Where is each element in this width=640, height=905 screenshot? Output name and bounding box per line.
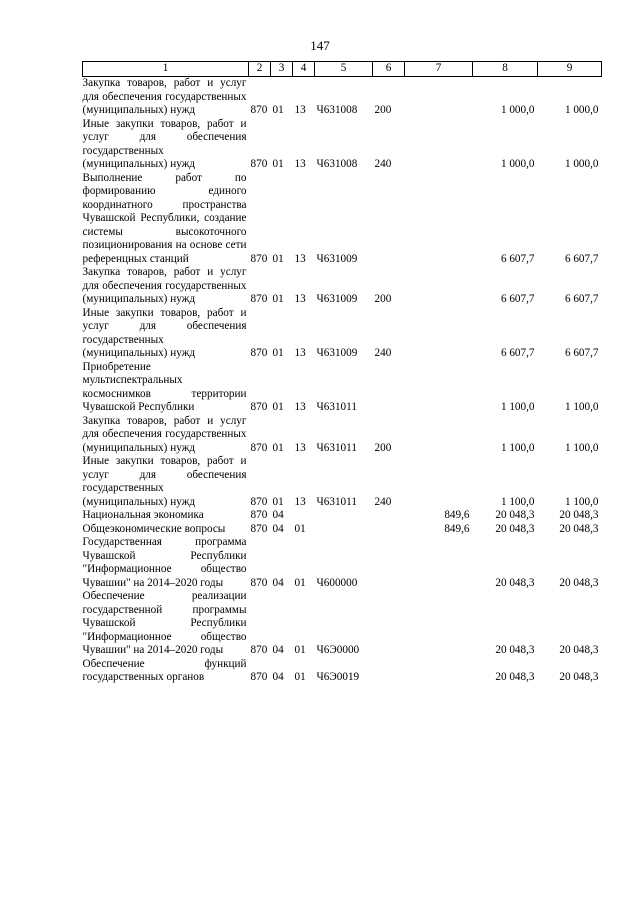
- row-amount-col7: [405, 118, 473, 172]
- table-row: [83, 658, 602, 685]
- row-amount-col9: 20 048,3: [559, 644, 599, 656]
- row-amount-col9: 1 100,0: [564, 401, 599, 413]
- row-ministry-code: 870: [250, 495, 268, 508]
- row-amount-col9: 20 048,3: [559, 522, 599, 535]
- row-target-article: Ч631008: [316, 104, 358, 116]
- row-target-article: Ч6Э0019: [316, 671, 360, 683]
- row-subsection-code: 01: [294, 644, 306, 656]
- row-ministry-code: 870: [250, 522, 268, 535]
- column-number-9: 9: [538, 62, 602, 77]
- row-subsection-code: 13: [294, 158, 306, 170]
- row-amount-col9: 1 000,0: [564, 158, 599, 170]
- table-row: [83, 415, 602, 456]
- row-amount-col7: [405, 455, 473, 509]
- row-amount-col9: 1 000,0: [564, 104, 599, 116]
- table-row: [83, 361, 602, 415]
- row-subsection-code: 13: [294, 495, 306, 508]
- column-number-row: [83, 62, 602, 77]
- row-amount-col9: 6 607,7: [564, 293, 599, 305]
- row-expense-type: 240: [374, 495, 392, 508]
- row-ministry-code: 870: [250, 252, 268, 265]
- row-amount-col8: 6 607,7: [500, 293, 535, 305]
- row-amount-col7: 849,6: [444, 522, 470, 535]
- row-expense-type: 200: [374, 441, 392, 454]
- table-body: [83, 77, 602, 685]
- column-number-8: 8: [473, 62, 538, 77]
- row-amount-col8: 6 607,7: [500, 347, 535, 359]
- row-amount-col7: [405, 415, 473, 456]
- row-amount-col8: 20 048,3: [495, 576, 535, 589]
- row-amount-col8: 20 048,3: [495, 644, 535, 656]
- table-row: [83, 536, 602, 590]
- row-ministry-code: 870: [250, 644, 268, 656]
- row-target-article: Ч600000: [316, 576, 358, 589]
- row-subsection-code: [293, 509, 315, 523]
- row-amount-col9: 20 048,3: [559, 671, 599, 683]
- table-row: [83, 509, 602, 523]
- row-name: Выполнение работ по формированию единого координатного пространства Чувашской Республики, создание системы высокоточного позиционирования на основе сети референцных станций: [82, 171, 247, 265]
- row-ministry-code: 870: [250, 441, 268, 454]
- row-subsection-code: 01: [294, 522, 306, 535]
- row-amount-col7: [405, 361, 473, 415]
- row-name: Иные закупки товаров, работ и услуг для обеспечения государственных (муниципальных) нужд: [82, 117, 247, 170]
- row-target-article: Ч631008: [316, 158, 358, 170]
- row-expense-type: [373, 590, 405, 658]
- row-amount-col9: 1 100,0: [564, 495, 599, 508]
- row-section-code: 01: [272, 104, 284, 116]
- row-expense-type: [373, 658, 405, 685]
- row-amount-col7: [405, 77, 473, 118]
- row-expense-type: [373, 523, 405, 537]
- row-section-code: 01: [272, 401, 284, 413]
- table-row: [83, 266, 602, 307]
- row-amount-col8: 6 607,7: [500, 252, 535, 265]
- row-amount-col7: [405, 307, 473, 361]
- row-section-code: 01: [272, 252, 284, 265]
- table-row: [83, 172, 602, 267]
- budget-table: [82, 61, 602, 685]
- row-target-article: Ч631011: [316, 401, 357, 413]
- row-expense-type: [373, 361, 405, 415]
- row-subsection-code: 13: [294, 104, 306, 116]
- row-target-article: Ч631011: [316, 441, 357, 454]
- table-row: [83, 590, 602, 658]
- row-amount-col8: 20 048,3: [495, 522, 535, 535]
- column-number-6: 6: [373, 62, 405, 77]
- row-section-code: 01: [272, 347, 284, 359]
- row-name: Обеспечение реализации государственной программы Чувашской Республики "Информационное общество Чувашии" на 2014–2020 годы: [82, 590, 247, 656]
- row-ministry-code: 870: [250, 158, 268, 170]
- row-amount-col8: 1 000,0: [500, 158, 535, 170]
- row-subsection-code: 13: [294, 252, 306, 265]
- row-name: Закупка товаров, работ и услуг для обеспечения государственных (муниципальных) нужд: [82, 414, 247, 454]
- row-section-code: 04: [272, 522, 284, 535]
- column-number-7: 7: [405, 62, 473, 77]
- row-ministry-code: 870: [250, 293, 268, 305]
- column-number-4: 4: [293, 62, 315, 77]
- row-amount-col9: 20 048,3: [559, 576, 599, 589]
- row-ministry-code: 870: [250, 347, 268, 359]
- row-target-article: [315, 523, 373, 537]
- row-name: Национальная экономика: [82, 509, 204, 521]
- row-amount-col9: 20 048,3: [559, 509, 599, 521]
- row-amount-col8: 1 100,0: [500, 495, 535, 508]
- column-number-2: 2: [249, 62, 271, 77]
- row-amount-col7: [405, 590, 473, 658]
- row-amount-col7: [405, 266, 473, 307]
- column-number-1: 1: [83, 62, 249, 77]
- row-subsection-code: 13: [294, 293, 306, 305]
- row-amount-col8: 1 100,0: [500, 441, 535, 454]
- row-subsection-code: 01: [294, 671, 306, 683]
- row-expense-type: 240: [374, 347, 392, 359]
- row-section-code: 04: [272, 671, 284, 683]
- row-ministry-code: 870: [250, 576, 268, 589]
- row-ministry-code: 870: [250, 509, 268, 521]
- row-target-article: [315, 509, 373, 523]
- row-name: Закупка товаров, работ и услуг для обеспечения государственных (муниципальных) нужд: [82, 266, 247, 305]
- row-target-article: Ч631009: [316, 293, 358, 305]
- row-expense-type: [373, 172, 405, 267]
- row-name: Приобретение мультиспектральных космоснимков территории Чувашской Республики: [82, 360, 247, 413]
- row-amount-col8: 1 000,0: [500, 104, 535, 116]
- row-amount-col8: 20 048,3: [495, 671, 535, 683]
- row-name: Обеспечение функций государственных органов: [82, 657, 247, 683]
- row-name: Общеэкономические вопросы: [82, 522, 226, 535]
- row-amount-col9: 6 607,7: [564, 252, 599, 265]
- row-section-code: 01: [272, 495, 284, 508]
- row-target-article: Ч631011: [316, 495, 357, 508]
- row-expense-type: 200: [374, 293, 392, 305]
- row-subsection-code: 01: [294, 576, 306, 589]
- row-section-code: 01: [272, 158, 284, 170]
- row-amount-col7: [405, 536, 473, 590]
- row-expense-type: 200: [374, 104, 392, 116]
- row-name: Иные закупки товаров, работ и услуг для обеспечения государственных (муниципальных) нужд: [82, 455, 247, 508]
- row-amount-col9: 6 607,7: [564, 347, 599, 359]
- table-row: [83, 118, 602, 172]
- row-subsection-code: 13: [294, 401, 306, 413]
- row-subsection-code: 13: [294, 347, 306, 359]
- row-target-article: Ч631009: [316, 347, 358, 359]
- row-amount-col7: 849,6: [444, 509, 470, 521]
- row-amount-col8: 1 100,0: [500, 401, 535, 413]
- table-row: [83, 77, 602, 118]
- row-expense-type: [373, 509, 405, 523]
- column-number-5: 5: [315, 62, 373, 77]
- row-name: Государственная программа Чувашской Республики "Информационное общество Чувашии" на 2014–2020 годы: [82, 536, 247, 589]
- row-ministry-code: 870: [250, 671, 268, 683]
- row-name: Иные закупки товаров, работ и услуг для обеспечения государственных (муниципальных) нужд: [82, 306, 247, 359]
- table-row: [83, 523, 602, 537]
- row-section-code: 04: [272, 509, 284, 521]
- page-number: 147: [310, 38, 330, 53]
- table-row: [83, 307, 602, 361]
- row-ministry-code: 870: [250, 401, 268, 413]
- row-expense-type: [373, 536, 405, 590]
- row-amount-col7: [405, 172, 473, 267]
- row-section-code: 04: [272, 576, 284, 589]
- row-expense-type: 240: [374, 158, 392, 170]
- row-ministry-code: 870: [250, 104, 268, 116]
- row-amount-col8: 20 048,3: [495, 509, 535, 521]
- row-subsection-code: 13: [294, 441, 306, 454]
- row-target-article: Ч6Э0000: [316, 644, 360, 656]
- row-section-code: 04: [272, 644, 284, 656]
- row-section-code: 01: [272, 441, 284, 454]
- table-row: [83, 455, 602, 509]
- row-target-article: Ч631009: [316, 252, 358, 265]
- row-section-code: 01: [272, 293, 284, 305]
- column-number-3: 3: [271, 62, 293, 77]
- row-amount-col9: 1 100,0: [564, 441, 599, 454]
- row-amount-col7: [405, 658, 473, 685]
- row-name: Закупка товаров, работ и услуг для обеспечения государственных (муниципальных) нужд: [82, 77, 247, 116]
